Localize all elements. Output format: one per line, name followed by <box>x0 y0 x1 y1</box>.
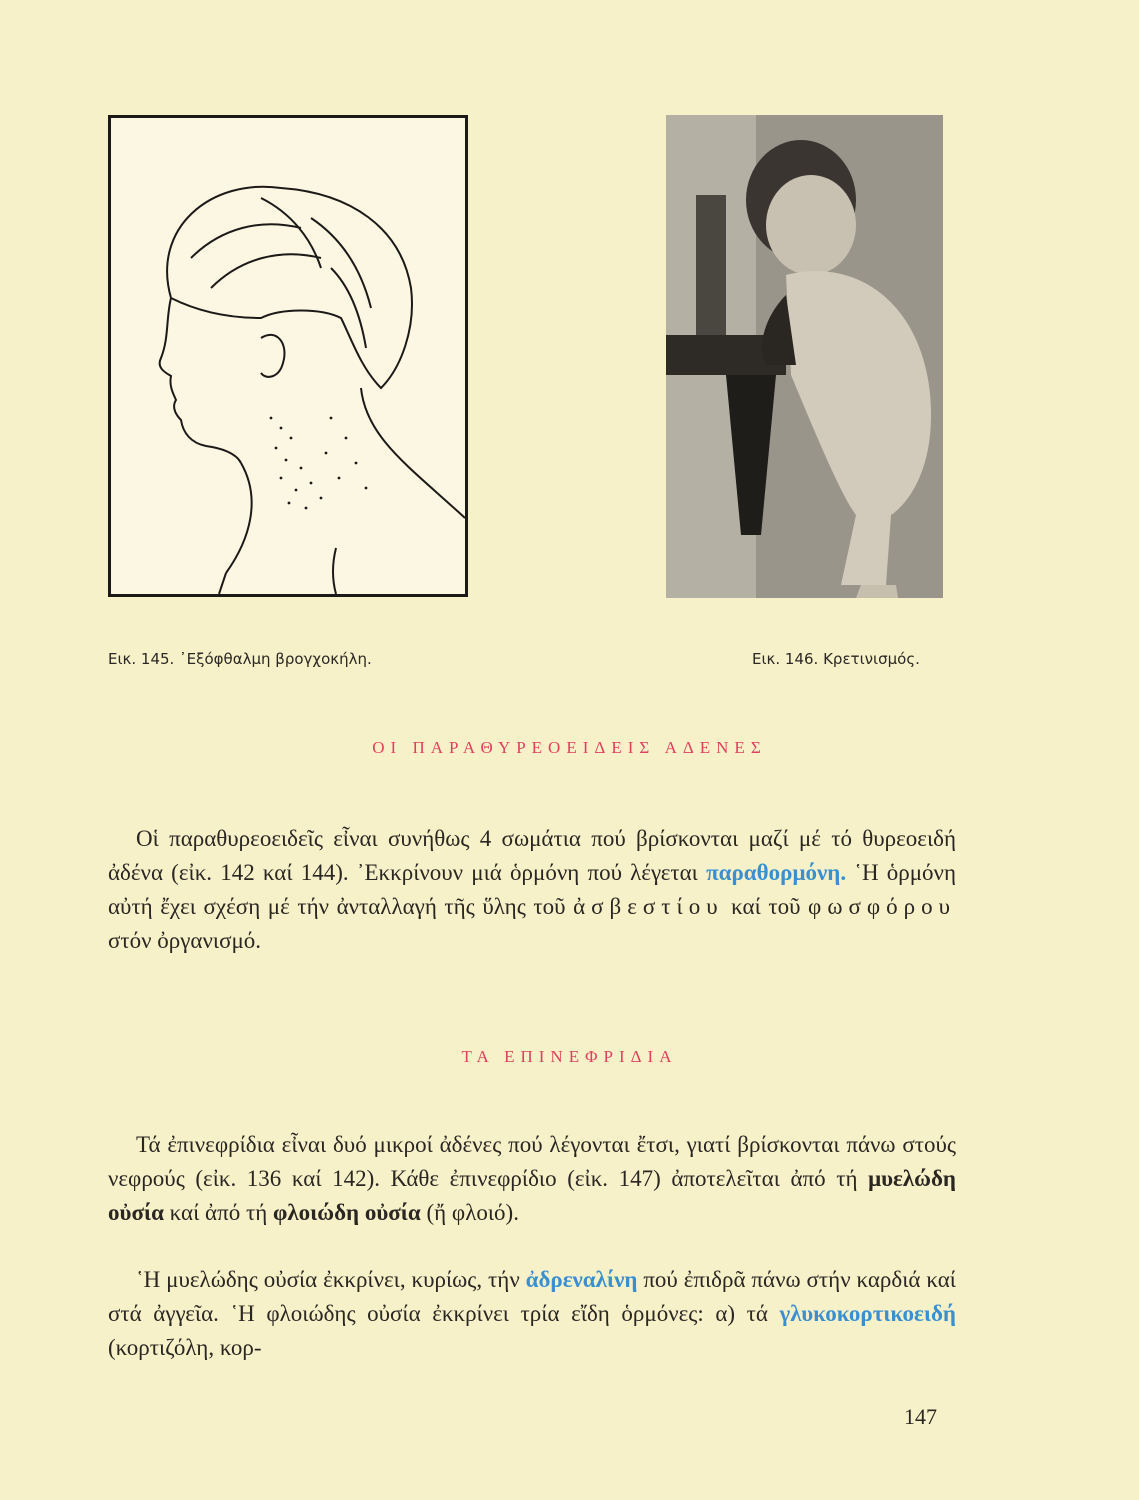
section-heading-parathyroids: ΟΙ ΠΑΡΑΘΥΡΕΟΕΙΔΕΙΣ ΑΔΕΝΕΣ <box>372 738 767 757</box>
text-run: ῾Η μυελώδης οὐσία ἐκκρίνει, κυρίως, τήν <box>136 1267 526 1292</box>
section-heading-adrenals: ΤΑ ΕΠΙΝΕΦΡΙΔΙΑ <box>461 1047 678 1066</box>
figure-146-caption: Εικ. 146. Κρετινισμός. <box>752 650 920 668</box>
bold-term-cortex: φλοιώδη οὐσία <box>272 1200 421 1225</box>
figure-146-cretinism-photo <box>666 115 943 598</box>
keyword-glucocorticoids: γλυκοκορτικοειδή <box>779 1301 956 1326</box>
page-number: 147 <box>904 1404 937 1429</box>
text-run: καί τοῦ <box>723 894 809 919</box>
paragraph-adrenal-hormones <box>108 1263 956 1365</box>
figure-145-caption: Εικ. 145. ᾿Εξόφθαλμη βρογχοκήλη. <box>108 650 372 668</box>
text-run: (ἤ φλοιό). <box>420 1200 519 1225</box>
bold-term-medulla: μυελώδη οὐσία <box>108 1166 956 1225</box>
keyword-adrenaline: ἀδρεναλίνη <box>525 1267 638 1292</box>
keyword-parathormone: παραθορμόνη. <box>706 860 847 885</box>
figure-145-exophthalmic-goiter <box>108 115 468 597</box>
child-photo <box>666 115 943 598</box>
text-run: ῾Η ὁρμόνη αὐτή ἔχει σχέση μέ τήν ἀνταλλαγή τῆς ὕλης τοῦ <box>108 860 956 919</box>
text-run: Τά ἐπινεφρίδια εἶναι δυό μικροί ἀδένες πού λέγονται ἔτσι, γιατί βρίσκονται πάνω στούς νεφρούς (εἰκ. 136 καί 142). Κάθε ἐπινεφρίδιο (εἰκ. 147) ἀποτελεῖται ἀπό τή <box>108 1132 956 1191</box>
text-run: (κορτιζόλη, κορ- <box>108 1335 262 1360</box>
spaced-word-phosphorus: φωσφόρου <box>808 894 956 919</box>
text-run: καί ἀπό τή <box>163 1200 273 1225</box>
profile-drawing <box>111 118 465 594</box>
paragraph-parathyroids <box>108 822 956 958</box>
spaced-word-calcium: ἀσβεστίου <box>573 894 724 919</box>
paragraph-adrenals <box>108 1128 956 1230</box>
text-run: Οἱ παραθυρεοειδεῖς εἶναι συνήθως 4 σωμάτια πού βρίσκονται μαζί μέ τό θυρεοειδή ἀδένα (εἰκ. 142 καί 144). ᾿Εκκρίνουν μιά ὁρμόνη πού λέγεται <box>108 826 956 885</box>
text-run: πού ἐπιδρᾶ πάνω στήν καρδιά καί στά ἀγγεῖα. ῾Η φλοιώδης οὐσία ἐκκρίνει τρία εἴδη ὁρμόνες: α) τά <box>108 1267 956 1326</box>
text-run: στόν ὀργανισμό. <box>108 928 262 953</box>
